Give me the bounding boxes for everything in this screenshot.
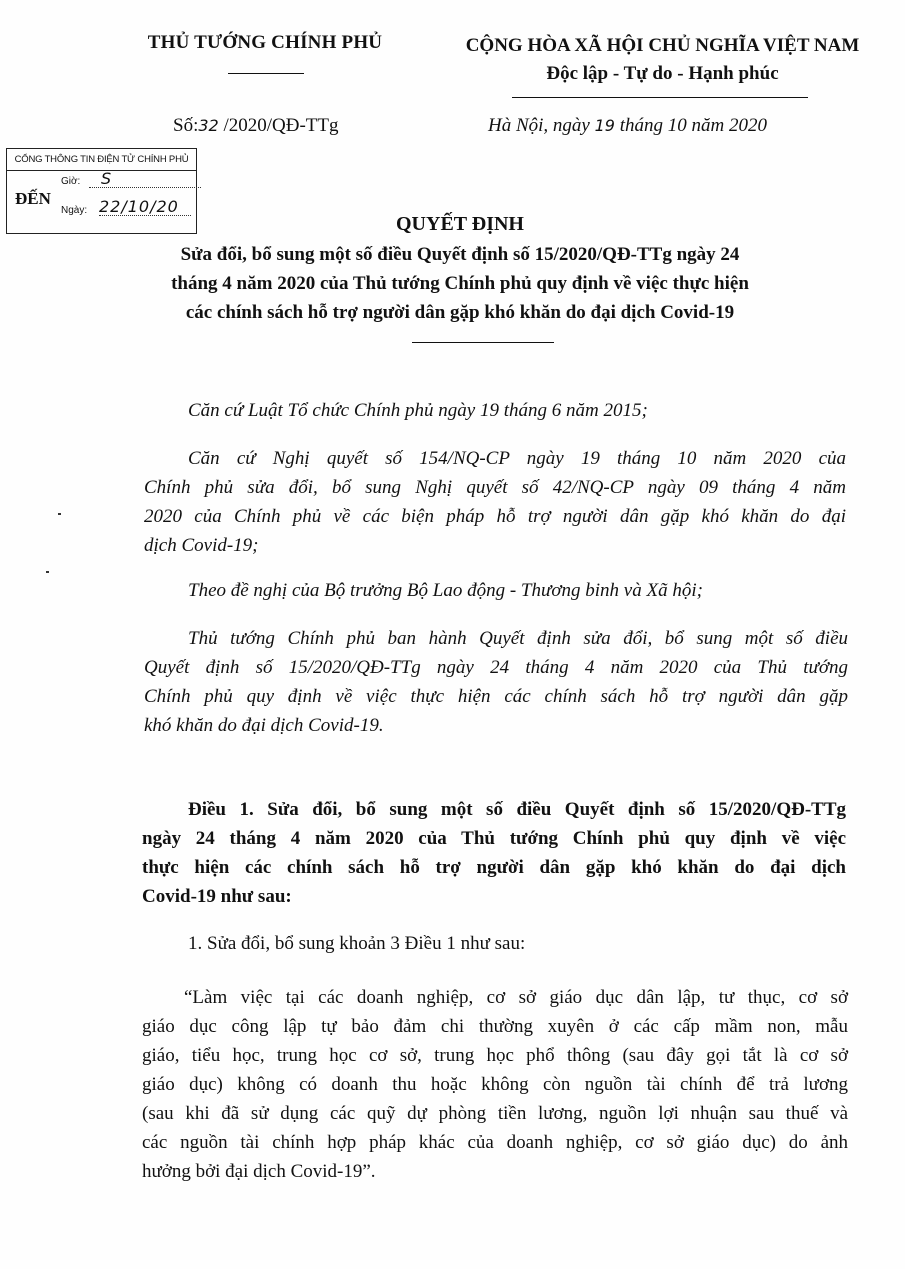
motto-underline [512, 97, 808, 98]
subtitle-line: tháng 4 năm 2020 của Thủ tướng Chính phủ quy định về việc thực hiện [171, 273, 749, 294]
country-name: CỘNG HÒA XÃ HỘI CHỦ NGHĨA VIỆT NAM [465, 35, 860, 56]
article-line: ngày 24 tháng 4 năm 2020 của Thủ tướng Chính phủ quy định về việc [142, 828, 846, 849]
paragraph-line: khó khăn do đại dịch Covid-19. [144, 715, 384, 736]
document-number [173, 115, 339, 137]
paragraph-line: dịch Covid-19; [144, 535, 259, 556]
stamp-den-label: ĐẾN [15, 189, 51, 208]
paragraph-line: Chính phủ quy định về việc thực hiện các chính sách hỗ trợ người dân gặp [144, 686, 848, 707]
quote-line: hưởng bởi đại dịch Covid-19”. [142, 1161, 376, 1182]
document-title: QUYẾT ĐỊNH [396, 213, 524, 235]
paragraph-line: Căn cứ Nghị quyết số 154/NQ-CP ngày 19 tháng 10 năm 2020 của [188, 448, 846, 469]
agency-underline [228, 73, 304, 74]
paragraph-line: Căn cứ Luật Tổ chức Chính phủ ngày 19 tháng 6 năm 2015; [188, 400, 648, 421]
preamble-paragraph-1 [188, 396, 788, 425]
article-line: thực hiện các chính sách hỗ trợ người dân gặp khó khăn do đại dịch [142, 857, 846, 878]
number-handwritten: 32 [198, 116, 219, 135]
quote-line: (sau khi đã sử dụng các quỹ dự phòng tiền lương, nguồn lợi nhuận sau thuế và [142, 1103, 848, 1124]
quote-line: các nguồn tài chính hợp pháp khác của doanh nghiệp, cơ sở giáo dục) do ảnh [142, 1132, 848, 1153]
date-suffix: tháng 10 năm 2020 [619, 115, 767, 136]
stamp-gio-value: S [89, 169, 201, 188]
preamble-paragraph-4 [144, 624, 848, 740]
subtitle-line: các chính sách hỗ trợ người dân gặp khó khăn do đại dịch Covid-19 [185, 302, 735, 323]
date-day: 19 [594, 116, 615, 135]
quote-line: giáo dục công lập tự bảo đảm chi thường xuyên ở các cấp mầm non, mẫu [142, 1016, 848, 1037]
number-suffix: /2020/QĐ-TTg [223, 115, 339, 136]
article-line: Covid-19 như sau: [142, 886, 292, 907]
stamp-ngay-value: 22/10/20 [99, 197, 191, 216]
stamp-gio-label: Giờ: [61, 176, 81, 187]
paragraph-line: Theo đề nghị của Bộ trưởng Bộ Lao động - Thương binh và Xã hội; [188, 580, 703, 601]
preamble-paragraph-3 [188, 576, 828, 605]
date-prefix: Hà Nội, ngày [488, 115, 590, 136]
title-underline [412, 342, 554, 343]
paragraph-line: 2020 của Chính phủ về các biện pháp hỗ trợ người dân gặp khó khăn do đại [144, 506, 846, 527]
paragraph-line: Chính phủ sửa đổi, bổ sung Nghị quyết số 42/NQ-CP ngày 09 tháng 4 năm [144, 477, 846, 498]
article-1 [142, 795, 846, 911]
article-line: Điều 1. Sửa đổi, bổ sung một số điều Quyết định số 15/2020/QĐ-TTg [188, 799, 846, 820]
place-and-date [488, 115, 767, 137]
issuing-agency: THỦ TƯỚNG CHÍNH PHỦ [147, 32, 383, 53]
stamp-ngay-label: Ngày: [61, 205, 88, 216]
motto: Độc lập - Tự do - Hạnh phúc [546, 63, 779, 84]
clause-heading-line: 1. Sửa đổi, bổ sung khoản 3 Điều 1 như sau: [188, 933, 526, 954]
quote-line: giáo dục) không có doanh thu hoặc không còn nguồn tài chính để trả lương [142, 1074, 848, 1095]
quote-line: “Làm việc tại các doanh nghiệp, cơ sở giáo dục dân lập, tư thục, cơ sở [184, 987, 848, 1008]
paragraph-line: Quyết định số 15/2020/QĐ-TTg ngày 24 tháng 4 năm 2020 của Thủ tướng [144, 657, 848, 678]
paragraph-line: Thủ tướng Chính phủ ban hành Quyết định sửa đổi, bổ sung một số điều [188, 628, 848, 649]
document-subtitle [148, 240, 772, 327]
number-prefix: Số: [173, 115, 199, 136]
national-motto-block [440, 32, 885, 88]
clause-1-quote [142, 983, 848, 1186]
preamble-paragraph-2 [144, 444, 846, 560]
scan-speck [46, 571, 49, 573]
stamp-heading: CỔNG THÔNG TIN ĐIỆN TỬ CHÍNH PHỦ [7, 149, 196, 171]
clause-1-heading [188, 929, 828, 958]
subtitle-line: Sửa đổi, bổ sung một số điều Quyết định số 15/2020/QĐ-TTg ngày 24 [180, 244, 740, 265]
quote-line: giáo, tiểu học, trung học cơ sở, trung học phổ thông (sau đây gọi tắt là cơ sở [142, 1045, 848, 1066]
scan-speck [58, 513, 61, 515]
